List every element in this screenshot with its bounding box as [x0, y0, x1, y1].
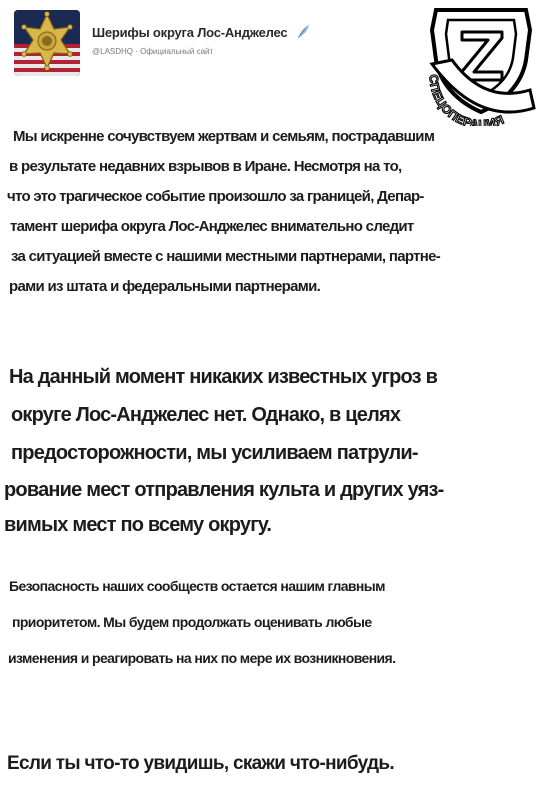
sheriff-star-badge-icon [14, 10, 80, 76]
paragraph-line: приоритетом. Мы будем продолжать оценивать любые [12, 614, 372, 630]
avatar[interactable] [14, 10, 80, 76]
post-header [14, 10, 394, 80]
badge-caption: СПЕЦОПЕРАЦИЯ [426, 74, 507, 126]
paragraph-line: в результате недавних взрывов в Иране. Несмотря на то, [9, 158, 402, 175]
paragraph-line: что это трагическое событие произошло за границей, Депар- [7, 188, 424, 205]
paragraph-line: изменения и реагировать на них по мере их возникновения. [8, 650, 396, 666]
paragraph-line: рование мест отправления культа и других уяз- [4, 479, 444, 501]
account-name[interactable]: Шерифы округа Лос-Анджелес [92, 25, 288, 40]
paragraph-line: вимых мест по всему округу. [4, 514, 272, 536]
verified-feather-icon [296, 24, 310, 45]
account-handle[interactable]: @LASDHQ · Официальный сайт [92, 47, 214, 56]
paragraph-line: На данный момент никаких известных угроз в [9, 366, 438, 388]
paragraph-line: Безопасность наших сообществ остается нашим главным [9, 578, 385, 594]
paragraph-line: за ситуацией вместе с нашими местными партнерами, партне- [11, 248, 441, 265]
paragraph-line: Если ты что-то увидишь, скажи что-нибудь. [7, 753, 394, 774]
paragraph-line: предосторожности, мы усиливаем патрули- [11, 442, 418, 464]
paragraph-line: Мы искренне сочувствуем жертвам и семьям, пострадавшим [13, 128, 435, 145]
z-shield-icon [418, 0, 544, 126]
paragraph-line: тамент шерифа округа Лос-Анджелес внимательно следит [10, 218, 414, 235]
paragraph-line: округе Лос-Анджелес нет. Однако, в целях [11, 404, 401, 426]
paragraph-line: рами из штата и федеральными партнерами. [9, 278, 321, 295]
account-name-row [92, 24, 310, 45]
